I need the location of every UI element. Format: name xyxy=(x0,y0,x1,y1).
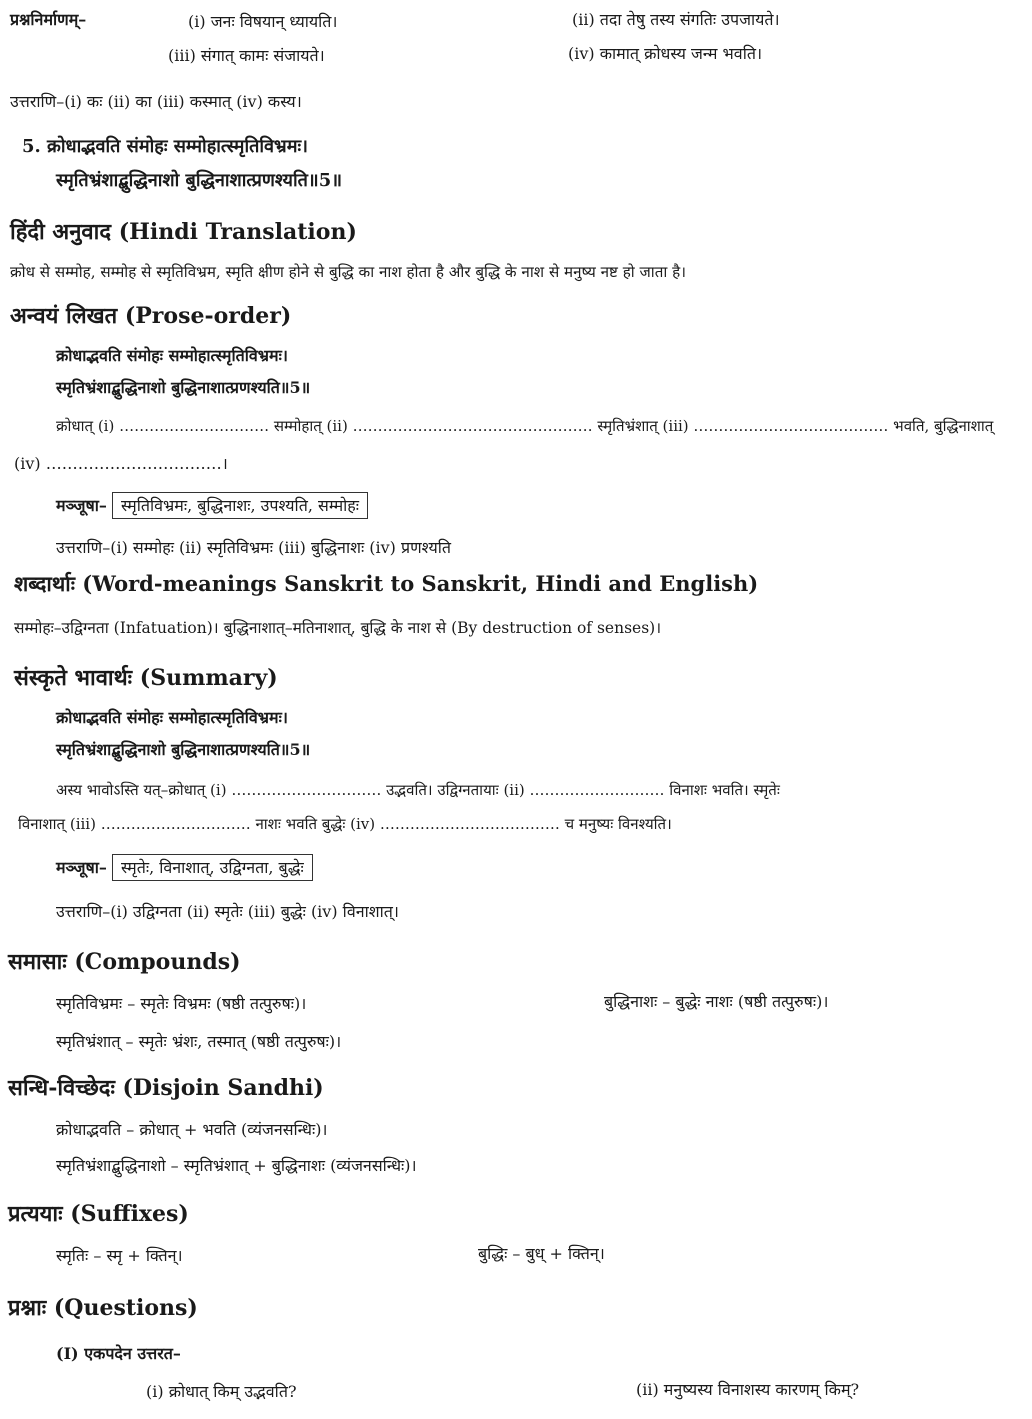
prose-fill-line-2: (iv) ……………………………। xyxy=(14,454,228,473)
question-formation xyxy=(10,8,86,30)
sandhi-row-2: स्मृतिभ्रंशाद्बुद्धिनाशो – स्मृतिभ्रंशात् + बुद्धिनाशः (व्यंजनसन्धिः)। xyxy=(56,1156,417,1175)
word-box: स्मृतिविभ्रमः, बुद्धिनाशः, उपश्यति, सम्मोहः xyxy=(112,492,368,519)
summary-manjusha xyxy=(56,856,313,878)
word-meanings-heading: शब्दार्थाः (Word-meanings Sanskrit to Sanskrit, Hindi and English) xyxy=(14,571,759,596)
question-ii: (ii) मनुष्यस्य विनाशस्य कारणम् किम्? xyxy=(636,1380,860,1399)
prose-verse-2: स्मृतिभ्रंशाद्बुद्धिनाशो बुद्धिनाशात्प्रणश्यति॥5॥ xyxy=(56,378,311,397)
answers-formation: उत्तराणि–(i) कः (ii) का (iii) कस्मात् (iv) कस्य। xyxy=(10,92,302,111)
hindi-translation-text: क्रोध से सम्मोह, सम्मोह से स्मृतिविभ्रम, स्मृति क्षीण होने से बुद्धि का नाश होता है और बुद्धि के नाश से मनुष्य नष्ट हो जाता है। xyxy=(10,263,686,281)
word-box: स्मृतेः, विनाशात्, उद्विग्नता, बुद्धेः xyxy=(112,854,313,881)
verse-line-1: 5. क्रोधाद्भवति संमोहः सम्मोहात्स्मृतिविभ्रमः। xyxy=(22,136,308,157)
compound-row-1b: बुद्धिनाशः – बुद्धेः नाशः (षष्ठी तत्पुरुषः)। xyxy=(604,992,829,1011)
prose-answers: उत्तराणि–(i) सम्मोहः (ii) स्मृतिविभ्रमः (iii) बुद्धिनाशः (iv) प्रणश्यति xyxy=(56,538,452,557)
prose-order-heading: अन्वयं लिखत (Prose-order) xyxy=(10,303,292,329)
qf-item-i: (i) जनः विषयान् ध्यायति। xyxy=(188,12,338,31)
questions-subheading: (I) एकपदेन उत्तरत– xyxy=(56,1344,181,1363)
prose-verse-1: क्रोधाद्भवति संमोहः सम्मोहात्स्मृतिविभ्रमः। xyxy=(56,346,288,365)
sandhi-row-1: क्रोधाद्भवति – क्रोधात् + भवति (व्यंजनसन्धिः)। xyxy=(56,1120,328,1139)
summary-verse-2: स्मृतिभ्रंशाद्बुद्धिनाशो बुद्धिनाशात्प्रणश्यति॥5॥ xyxy=(56,740,311,759)
summary-heading: संस्कृते भावार्थः (Summary) xyxy=(14,665,278,691)
manjusha-label: मञ्जूषा– xyxy=(56,496,107,515)
question-i: (i) क्रोधात् किम् उद्भवति? xyxy=(146,1382,297,1401)
manjusha-label: मञ्जूषा– xyxy=(56,858,107,877)
summary-fill-line-1: अस्य भावोऽस्ति यत्–क्रोधात् (i) ………………………… उद्भवति। उद्विग्नतायाः (ii) ……………………… विनाशः भवति। स्मृतेः xyxy=(56,781,780,799)
compound-row-1a: स्मृतिविभ्रमः – स्मृतेः विभ्रमः (षष्ठी तत्पुरुषः)। xyxy=(56,994,307,1013)
qf-item-iv: (iv) कामात् क्रोधस्य जन्म भवति। xyxy=(568,44,763,63)
prose-manjusha xyxy=(56,494,368,516)
compounds-heading: समासाः (Compounds) xyxy=(8,949,241,975)
suffix-a: स्मृतिः – स्मृ + क्तिन्। xyxy=(56,1246,183,1265)
summary-fill-line-2: विनाशात् (iii) ………………………… नाशः भवति बुद्धेः (iv) ……………………………… च मनुष्यः विनश्यति। xyxy=(18,815,672,833)
compound-row-2: स्मृतिभ्रंशात् – स्मृतेः भ्रंशः, तस्मात् (षष्ठी तत्पुरुषः)। xyxy=(56,1032,342,1051)
suffix-b: बुद्धिः – बुध् + क्तिन्। xyxy=(478,1244,605,1263)
hindi-translation-heading: हिंदी अनुवाद (Hindi Translation) xyxy=(10,219,357,245)
summary-verse-1: क्रोधाद्भवति संमोहः सम्मोहात्स्मृतिविभ्रमः। xyxy=(56,708,288,727)
prose-fill-line-1: क्रोधात् (i) ………………………… सम्मोहात् (ii) ………………………………………… स्मृतिभ्रंशात् (iii) ………………………………… भवति, बुद्धिनाशात् xyxy=(56,417,994,435)
suffixes-heading: प्रत्ययाः (Suffixes) xyxy=(8,1201,189,1227)
questions-heading: प्रश्नाः (Questions) xyxy=(8,1295,198,1321)
question-formation-label: प्रश्ननिर्माणम्– xyxy=(10,10,87,29)
qf-item-ii: (ii) तदा तेषु तस्य संगतिः उपजायते। xyxy=(572,10,780,29)
qf-item-iii: (iii) संगात् कामः संजायते। xyxy=(168,46,325,65)
summary-answers: उत्तराणि–(i) उद्विग्नता (ii) स्मृतेः (iii) बुद्धेः (iv) विनाशात्। xyxy=(56,902,399,921)
sandhi-heading: सन्धि-विच्छेदः (Disjoin Sandhi) xyxy=(8,1075,324,1101)
verse-line-2: स्मृतिभ्रंशाद्बुद्धिनाशो बुद्धिनाशात्प्रणश्यति॥5॥ xyxy=(56,170,342,191)
word-meanings-text: सम्मोहः–उद्विग्नता (Infatuation)। बुद्धिनाशात्–मतिनाशात्, बुद्धि के नाश से (By destruction of senses)। xyxy=(14,619,662,637)
